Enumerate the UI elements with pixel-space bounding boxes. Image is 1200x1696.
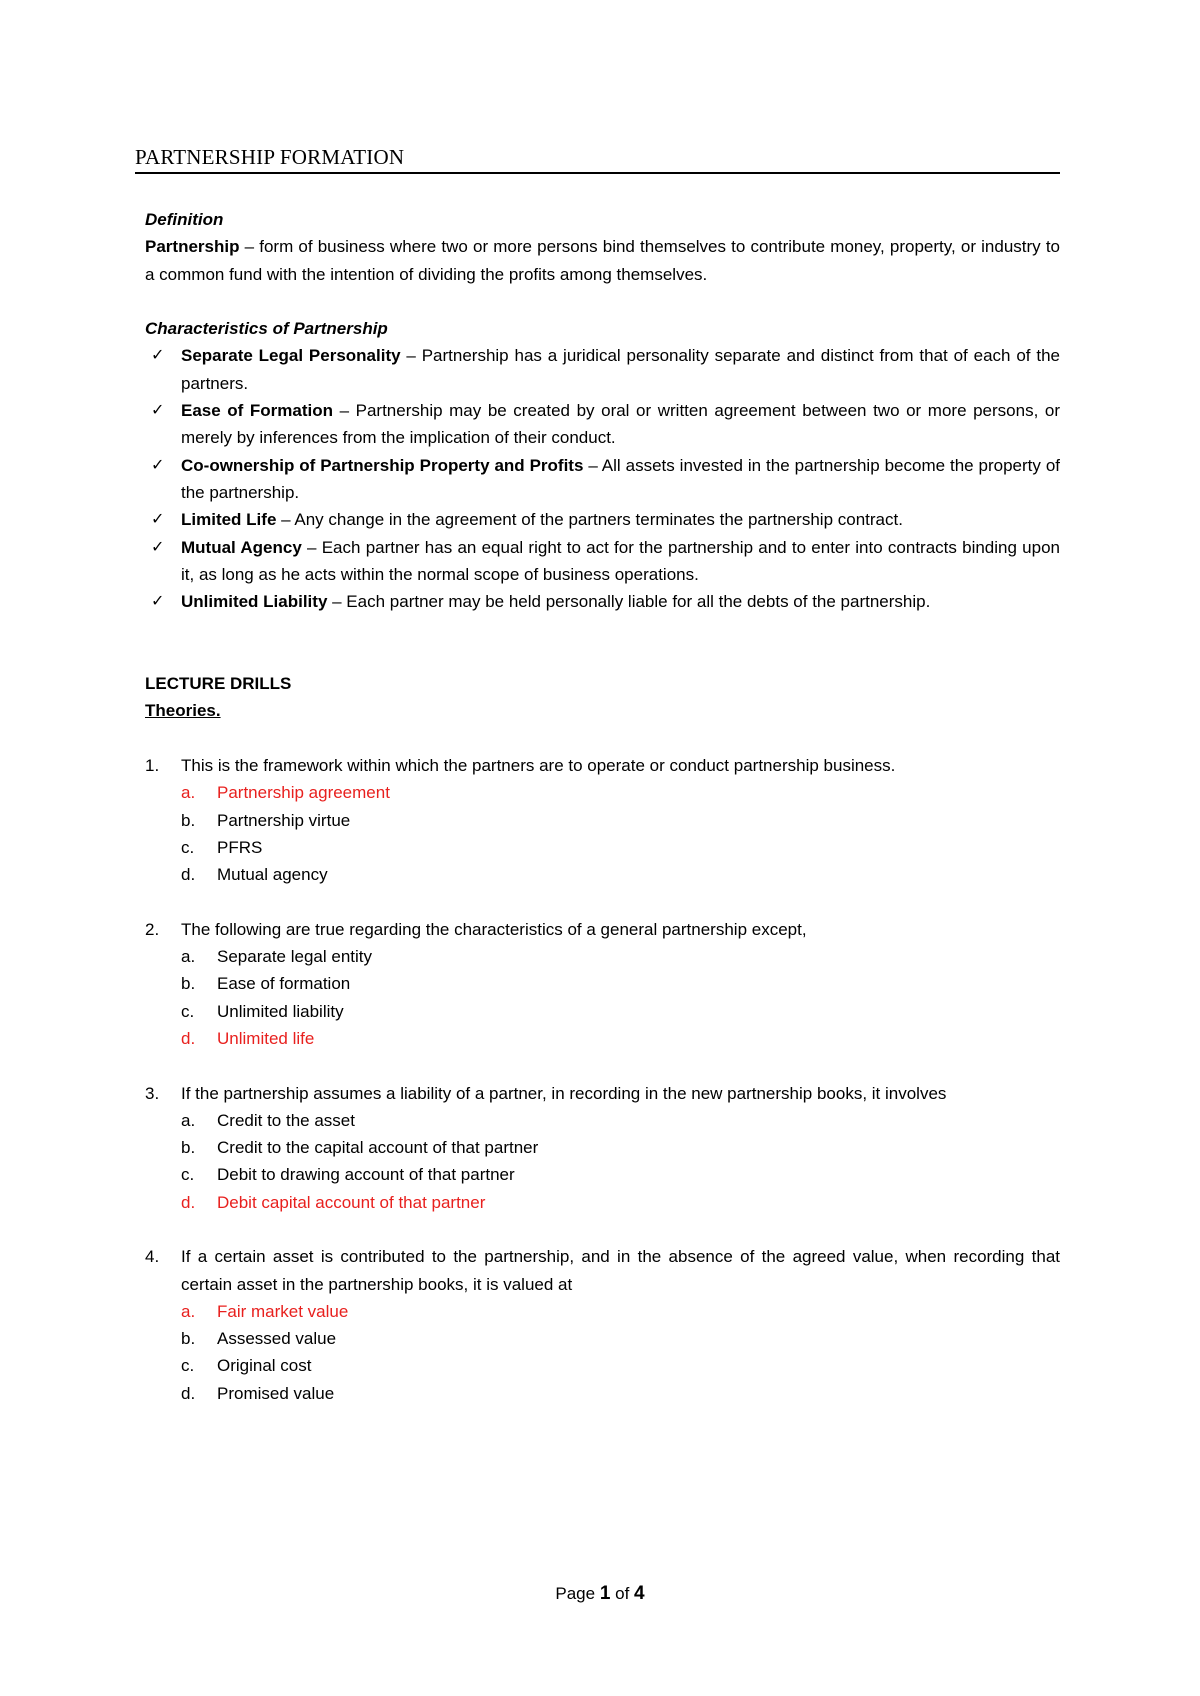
option-item bbox=[181, 1025, 1060, 1052]
option-list bbox=[181, 943, 1060, 1052]
list-item bbox=[145, 588, 1060, 615]
option-text: Original cost bbox=[217, 1356, 312, 1376]
characteristic-term: Ease of Formation bbox=[181, 401, 334, 421]
option-item bbox=[181, 998, 1060, 1025]
list-item bbox=[145, 534, 1060, 589]
characteristic-text: – Partnership has a juridical personality separate and distinct from that of each of the partners. bbox=[181, 346, 1060, 393]
characteristic-text: – Partnership may be created by oral or written agreement between two or more persons, or merely by inferences from the implication of their conduct. bbox=[181, 401, 1060, 448]
footer-page-word: Page bbox=[555, 1584, 600, 1603]
option-letter: b. bbox=[181, 1329, 196, 1349]
option-letter: a. bbox=[181, 783, 196, 803]
question-number: 2. bbox=[145, 919, 160, 939]
option-letter: a. bbox=[181, 947, 196, 967]
checkmark-icon: ✓ bbox=[151, 456, 165, 474]
question-number: 4. bbox=[145, 1247, 160, 1267]
definition-term: Partnership bbox=[145, 237, 240, 257]
option-item bbox=[181, 1380, 1060, 1407]
checkmark-icon: ✓ bbox=[151, 402, 165, 420]
title-underline bbox=[135, 172, 1060, 174]
characteristic-text: – Each partner may be held personally liable for all the debts of the partnership. bbox=[327, 592, 931, 612]
question-4 bbox=[145, 1243, 1060, 1407]
option-text: Unlimited life bbox=[217, 1028, 315, 1048]
option-letter: a. bbox=[181, 1301, 196, 1321]
list-item bbox=[145, 342, 1060, 397]
definition-text: – form of business where two or more persons bind themselves to contribute money, property, or industry to a common fund with the intention of dividing the profits among themselves. bbox=[145, 237, 1060, 284]
checkmark-icon: ✓ bbox=[151, 593, 165, 611]
option-letter: d. bbox=[181, 1383, 196, 1403]
page-title: PARTNERSHIP FORMATION bbox=[135, 145, 405, 169]
option-letter: d. bbox=[181, 1028, 196, 1048]
question-text: The following are true regarding the characteristics of a general partnership except, bbox=[181, 919, 807, 939]
option-list bbox=[181, 1298, 1060, 1407]
footer-total-pages: 4 bbox=[634, 1583, 645, 1604]
option-text: PFRS bbox=[217, 837, 263, 857]
characteristics-list bbox=[145, 342, 1060, 615]
drills-heading: LECTURE DRILLS bbox=[145, 674, 292, 694]
characteristic-term: Limited Life bbox=[181, 510, 277, 530]
option-text: Debit capital account of that partner bbox=[217, 1192, 486, 1212]
option-item bbox=[181, 970, 1060, 997]
option-letter: b. bbox=[181, 974, 196, 994]
drills-subheading: Theories. bbox=[145, 701, 221, 721]
question-3 bbox=[145, 1080, 1060, 1216]
option-item bbox=[181, 1298, 1060, 1325]
option-item bbox=[181, 779, 1060, 806]
question-text: This is the framework within which the partners are to operate or conduct partnership business. bbox=[181, 755, 896, 775]
characteristic-text: – Each partner has an equal right to act for the partnership and to enter into contracts binding upon it, as long as he acts within the normal scope of business operations. bbox=[181, 537, 1061, 584]
option-letter: c. bbox=[181, 1356, 195, 1376]
question-number: 3. bbox=[145, 1083, 160, 1103]
option-text: Debit to drawing account of that partner bbox=[217, 1165, 515, 1185]
footer-of-word: of bbox=[610, 1584, 635, 1603]
question-1 bbox=[145, 752, 1060, 888]
characteristic-text: – Any change in the agreement of the partners terminates the partnership contract. bbox=[276, 510, 903, 530]
option-item bbox=[181, 1161, 1060, 1188]
characteristic-term: Co-ownership of Partnership Property and Profits bbox=[181, 455, 584, 475]
option-text: Mutual agency bbox=[217, 865, 328, 885]
option-item bbox=[181, 834, 1060, 861]
option-letter: a. bbox=[181, 1110, 196, 1130]
option-item bbox=[181, 1352, 1060, 1379]
list-item bbox=[145, 397, 1060, 452]
list-item bbox=[145, 506, 1060, 533]
option-item bbox=[181, 807, 1060, 834]
list-item bbox=[145, 452, 1060, 507]
characteristic-term: Mutual Agency bbox=[181, 537, 302, 557]
question-list bbox=[145, 752, 1060, 1407]
question-number: 1. bbox=[145, 755, 160, 775]
option-text: Partnership agreement bbox=[217, 783, 390, 803]
option-text: Fair market value bbox=[217, 1301, 349, 1321]
option-item bbox=[181, 1189, 1060, 1216]
question-2 bbox=[145, 916, 1060, 1052]
option-text: Separate legal entity bbox=[217, 947, 372, 967]
option-letter: d. bbox=[181, 1192, 196, 1212]
option-letter: d. bbox=[181, 865, 196, 885]
page-footer bbox=[0, 1583, 1200, 1605]
option-text: Assessed value bbox=[217, 1329, 337, 1349]
option-list bbox=[181, 1107, 1060, 1216]
option-item bbox=[181, 861, 1060, 888]
option-letter: c. bbox=[181, 837, 195, 857]
checkmark-icon: ✓ bbox=[151, 347, 165, 365]
option-text: Promised value bbox=[217, 1383, 335, 1403]
option-item bbox=[181, 1325, 1060, 1352]
option-text: Unlimited liability bbox=[217, 1001, 344, 1021]
characteristic-term: Separate Legal Personality bbox=[181, 346, 401, 366]
option-text: Partnership virtue bbox=[217, 810, 351, 830]
option-text: Ease of formation bbox=[217, 974, 351, 994]
question-text: If a certain asset is contributed to the partnership, and in the absence of the agreed value, when recording that certain asset in the partnership books, it is valued at bbox=[181, 1247, 1060, 1294]
option-text: Credit to the asset bbox=[217, 1110, 355, 1130]
characteristics-heading: Characteristics of Partnership bbox=[145, 319, 388, 339]
checkmark-icon: ✓ bbox=[151, 538, 165, 556]
checkmark-icon: ✓ bbox=[151, 511, 165, 529]
option-item bbox=[181, 1134, 1060, 1161]
option-letter: b. bbox=[181, 810, 196, 830]
option-item bbox=[181, 943, 1060, 970]
option-letter: b. bbox=[181, 1138, 196, 1158]
option-item bbox=[181, 1107, 1060, 1134]
option-letter: c. bbox=[181, 1001, 195, 1021]
characteristic-text: – All assets invested in the partnership become the property of the partnership. bbox=[181, 455, 1060, 502]
question-text: If the partnership assumes a liability of a partner, in recording in the new partnership books, it involves bbox=[181, 1083, 947, 1103]
characteristic-term: Unlimited Liability bbox=[181, 592, 328, 612]
option-list bbox=[181, 779, 1060, 888]
definition-heading: Definition bbox=[145, 210, 224, 229]
footer-current-page: 1 bbox=[599, 1583, 611, 1604]
option-letter: c. bbox=[181, 1165, 195, 1185]
option-text: Credit to the capital account of that partner bbox=[217, 1138, 539, 1158]
definition-paragraph bbox=[145, 233, 1060, 288]
document-body bbox=[145, 206, 1060, 1407]
